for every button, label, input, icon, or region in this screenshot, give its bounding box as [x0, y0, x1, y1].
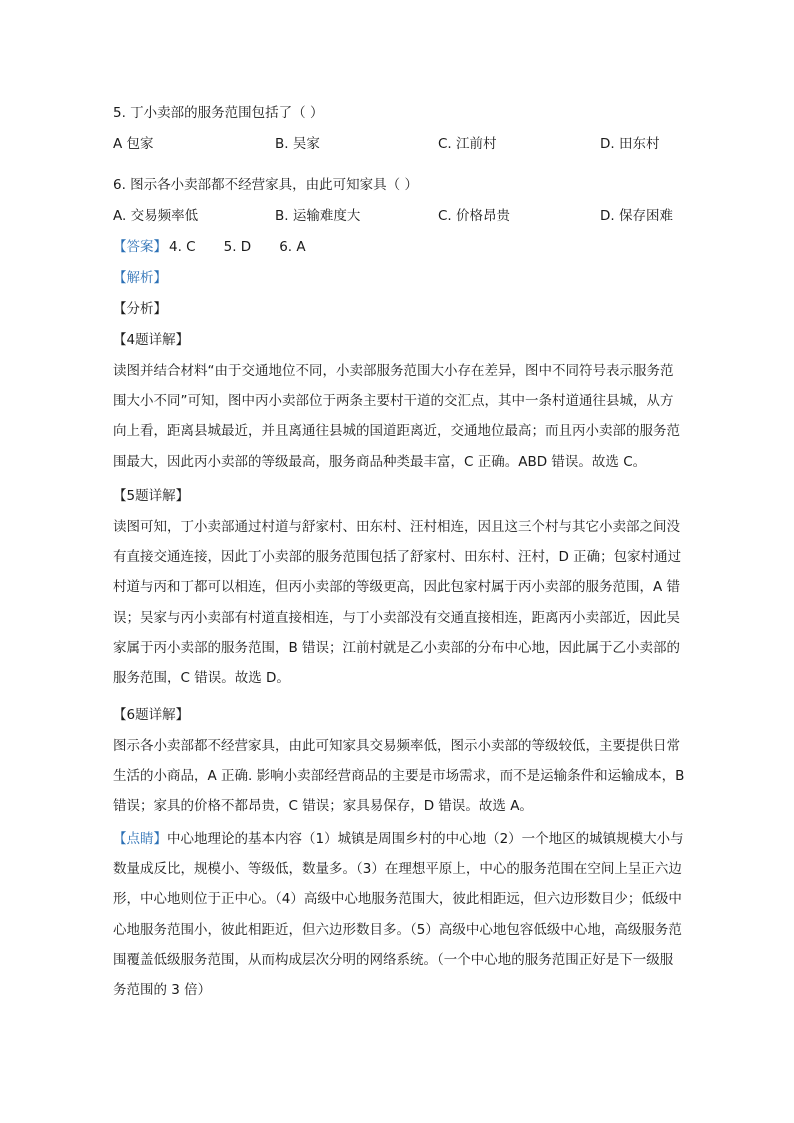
q6-option-d: D. 保存困难	[600, 208, 673, 224]
answer-5: 5. D	[223, 239, 252, 255]
q5-option-b: B. 吴家	[275, 136, 320, 152]
q5-option-d: D. 田东村	[600, 136, 660, 152]
q6-line: 图示各小卖部都不经营家具，由此可知家具交易频率低，图示小卖部的等级较低，主要提供日常	[113, 738, 680, 754]
fenxi-heading: 【分析】	[113, 301, 167, 317]
answer-label: 【答案】	[113, 239, 167, 255]
q4-line: 向上看，距离县城最近，并且离通往县城的国道距离近，交通地位最高；而且丙小卖部的服务范	[113, 423, 680, 440]
dianjing-text	[113, 824, 683, 1005]
dianjing-line: 心地服务范围小，彼此相距近，但六边形数目多。（5）高级中心地包容低级中心地，高级服务范	[113, 921, 682, 938]
dianjing-line: 围覆盖低级服务范围，从而构成层次分明的网络系统。（一个中心地的服务范围正好是下一级服	[113, 951, 674, 968]
q5-detail-heading: 【5题详解】	[113, 488, 190, 504]
answer-6: 6. A	[279, 239, 306, 255]
q5-detail-text	[113, 512, 683, 693]
q6-line: 生活的小商品，A 正确. 影响小卖部经营商品的主要是市场需求，而不是运输条件和运输成本，B	[113, 768, 685, 785]
q6-option-b: B. 运输难度大	[275, 208, 361, 224]
dianjing-line: 数量成反比，规模小、等级低，数量多。（3）在理想平原上，中心的服务范围在空间上呈正六边	[113, 861, 682, 878]
q5-line: 村道与丙和丁都可以相连，但丙小卖部的等级更高，因此包家村属于丙小卖部的服务范围，A 错	[113, 579, 681, 596]
q4-line: 读图并结合材料“由于交通地位不同，小卖部服务范围大小存在差异，图中不同符号表示服务范	[113, 363, 674, 379]
q6-detail-heading: 【6题详解】	[113, 707, 190, 723]
question-5-stem: 5. 丁小卖部的服务范围包括了（ ）	[113, 105, 324, 121]
q5-line: 服务范围，C 错误。故选 D。	[113, 669, 290, 686]
q6-option-a: A. 交易频率低	[113, 208, 199, 224]
analysis-heading: 【解析】	[113, 270, 167, 286]
q6-detail-text	[113, 731, 683, 822]
answer-4: 4. C	[169, 239, 196, 255]
q5-option-a: A 包家	[113, 136, 154, 152]
q6-option-c: C. 价格昂贵	[438, 208, 511, 224]
q4-detail-text	[113, 356, 683, 477]
dianjing-line: 形，中心地则位于正中心。（4）高级中心地服务范围大，彼此相距远，但六边形数目少；低级中	[113, 891, 682, 908]
q5-line: 有直接交通连接，因此丁小卖部的服务范围包括了舒家村、田东村、汪村，D 正确；包家村通过	[113, 549, 682, 566]
q4-detail-heading: 【4题详解】	[113, 332, 190, 348]
q4-line: 围最大，因此丙小卖部的等级最高，服务商品种类最丰富，C 正确。ABD 错误。故选 C。	[113, 453, 647, 470]
q5-option-c: C. 江前村	[438, 136, 497, 152]
answer-line	[113, 238, 334, 256]
q4-line: 围大小不同”可知，图中丙小卖部位于两条主要村干道的交汇点，其中一条村道通往县城，从方	[113, 393, 674, 410]
q5-line: 误；吴家与丙小卖部有村道直接相连，与丁小卖部没有交通直接相连，距离丙小卖部近，因此吴	[113, 609, 680, 626]
dianjing-line: 中心地理论的基本内容（1）城镇是周围乡村的中心地（2）一个地区的城镇规模大小与	[167, 831, 684, 847]
q5-line: 读图可知，丁小卖部通过村道与舒家村、田东村、汪村相连，因且这三个村与其它小卖部之间没	[113, 519, 680, 535]
dianjing-line: 务范围的 3 倍）	[113, 981, 212, 998]
question-6-stem: 6. 图示各小卖部都不经营家具，由此可知家具（ ）	[113, 177, 418, 193]
q5-line: 家属于丙小卖部的服务范围，B 错误；江前村就是乙小卖部的分布中心地，因此属于乙小卖部的	[113, 639, 681, 656]
q6-line: 错误；家具的价格不都昂贵，C 错误；家具易保存，D 错误。故选 A。	[113, 798, 533, 815]
dianjing-heading: 【点睛】	[113, 831, 167, 847]
